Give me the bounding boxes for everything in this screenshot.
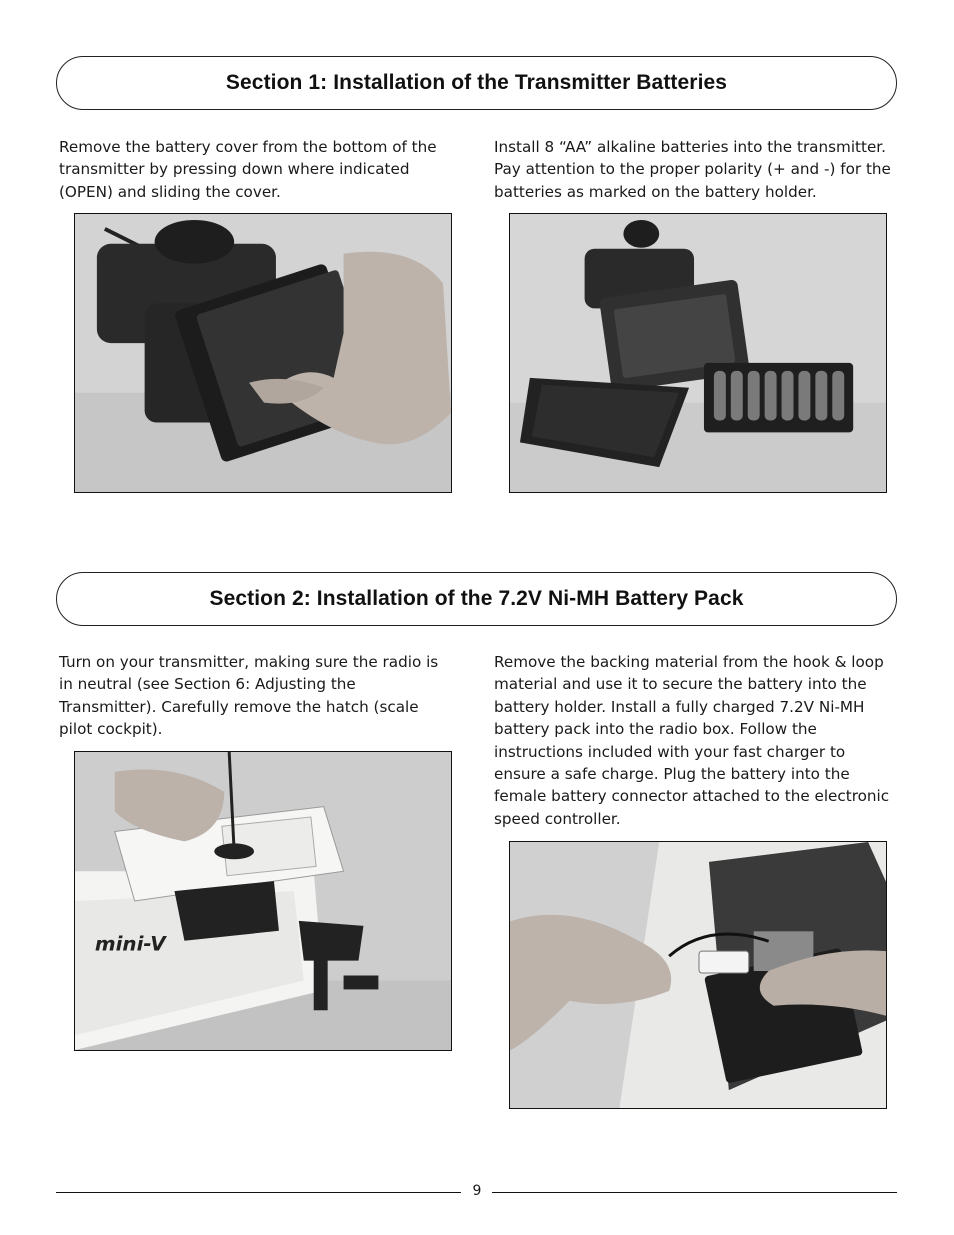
footer-rule-left [56,1192,461,1193]
photo-remove-battery-cover [74,213,452,493]
section-1-title: Section 1: Installation of the Transmitter Batteries [225,71,728,94]
photo-remove-hatch [74,751,452,1051]
section-2-header [56,572,897,626]
section-2-title: Section 2: Installation of the 7.2V Ni-MH Battery Pack [209,587,744,610]
svg-text:mini-V: mini-V [94,932,166,956]
section-2-left-text: Turn on your transmitter, making sure the radio is in neutral (see Section 6: Adjusting the Transmitter). Carefully remove the hatch (scale pilot cockpit). [59,653,439,739]
photo-install-aa-batteries [509,213,887,493]
section-2-right-text: Remove the backing material from the hook & loop material and use it to secure the battery into the battery holder. Install a fully charged 7.2V Ni-MH battery pack into the radio box. Follow the instructions included with your fast charger to ensure a safe charge. Plug the battery into the female battery connector attached to the electronic speed controller. [494,653,890,828]
section-1-left-text: Remove the battery cover from the bottom of the transmitter by pressing down where indicated (OPEN) and sliding the cover. [59,138,437,201]
page-number: 9 [472,1183,482,1199]
photo-plug-battery [509,841,887,1109]
footer-rule-right [492,1192,897,1193]
section-1-header [56,56,897,110]
section-1-right-text: Install 8 “AA” alkaline batteries into the transmitter. Pay attention to the proper polarity (+ and -) for the batteries as marked on the battery holder. [494,138,891,201]
